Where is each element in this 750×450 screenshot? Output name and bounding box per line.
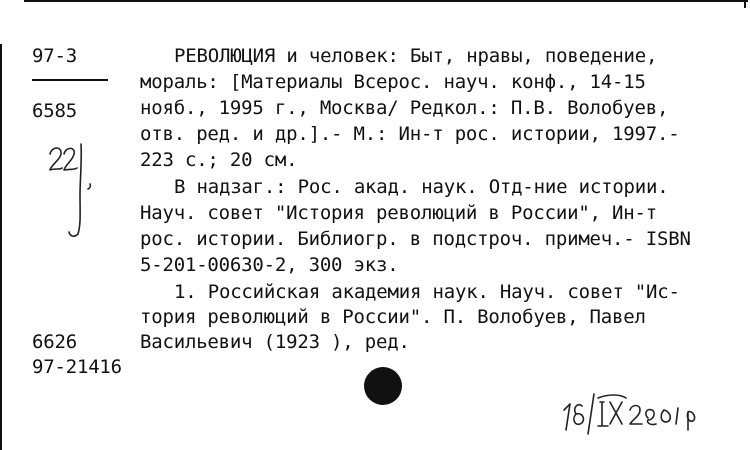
card-line-1: РЕВОЛЮЦИЯ и человек: Быт, нравы, поведение,	[174, 45, 658, 67]
handwritten-date-icon	[560, 390, 740, 440]
card-line-2: мораль: [Материалы Всерос. науч. конф., 14-15	[140, 71, 646, 93]
filing-dot	[364, 367, 402, 405]
card-line-7: Науч. совет "История революций в России", Ин-т	[140, 202, 657, 224]
call-number-rule	[32, 79, 108, 81]
card-line-10: 1. Российская академия наук. Науч. совет "Ис-	[174, 281, 680, 303]
card-corner-mark	[744, 0, 746, 8]
card-line-12: Васильевич (1923 ), ред.	[140, 331, 410, 353]
handwritten-mark-icon	[44, 140, 104, 240]
card-line-6: В надзаг.: Рос. акад. наук. Отд-ние истории.	[174, 176, 669, 198]
card-line-3: нояб., 1995 г., Москва/ Редкол.: П.В. Волобуев,	[140, 97, 669, 119]
card-line-8: рос. истории. Библиогр. в подстроч. примеч.- ISBN	[140, 228, 691, 250]
card-line-5: 223 с.; 20 см.	[140, 149, 298, 171]
call-number-mid: 6585	[32, 100, 77, 122]
card-left-edge	[0, 44, 2, 450]
card-line-4: отв. ред. и др.].- М.: Ин-т рос. истории, 1997.-	[140, 123, 680, 145]
card-top-edge	[24, 0, 748, 2]
accession-number: 97-21416	[32, 356, 122, 378]
card-line-11: тория революций в России". П. Волобуев, Павел	[140, 306, 646, 328]
call-number-bottom: 6626	[32, 331, 77, 353]
card-line-9: 5-201-00630-2, 300 экз.	[140, 254, 399, 276]
call-number-top: 97-3	[32, 45, 77, 67]
